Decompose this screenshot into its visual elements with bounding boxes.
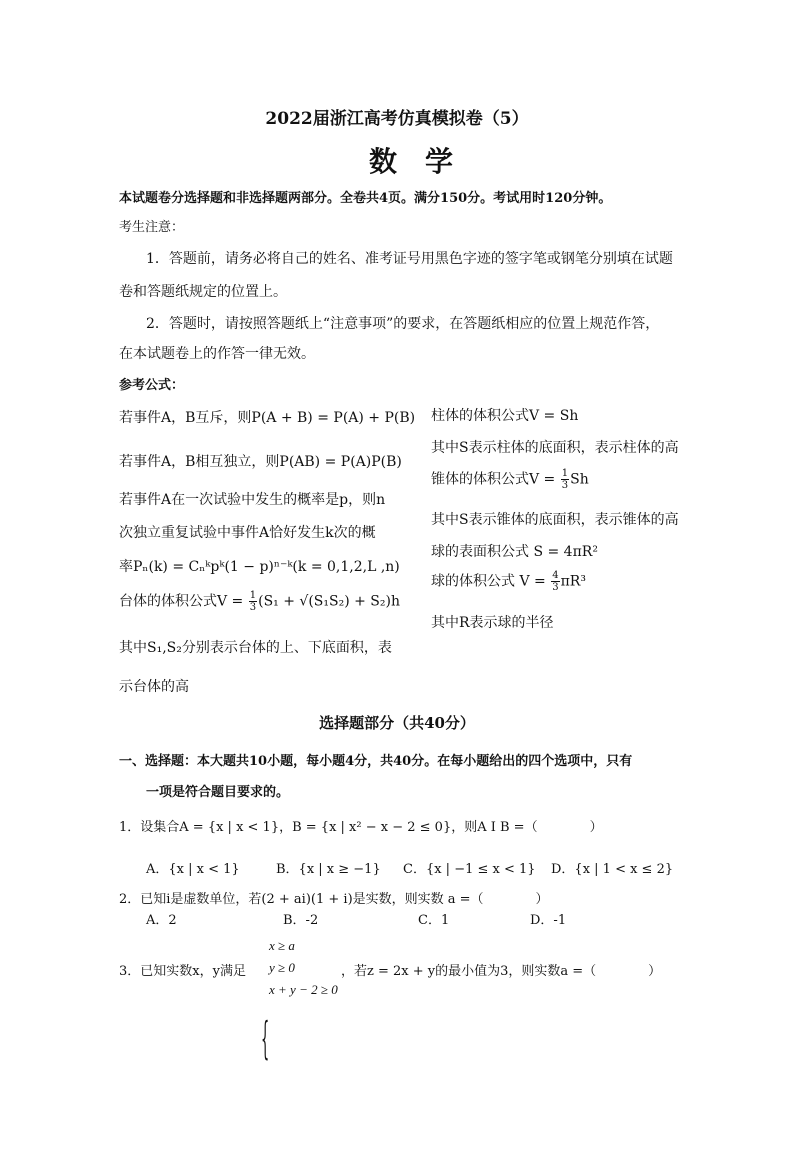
constraint-row: y ≥ 0 xyxy=(269,960,295,975)
note-1-line-b: 卷和答题纸规定的位置上。 xyxy=(119,284,287,300)
formula-cone-label: 锥体的体积公式V = xyxy=(431,471,560,488)
question-2-text: 2．已知i是虚数单位，若(2 + ai)(1 + i)是实数，则实数 a =（ xyxy=(119,892,484,907)
section-instruction-a: 一、选择题：本大题共10小题，每小题4分，共40分。在每小题给出的四个选项中，只有 xyxy=(119,754,633,769)
subject-title: 数学 xyxy=(368,145,481,178)
question-2-stem xyxy=(119,888,549,907)
constraint-row: x + y − 2 ≥ 0 xyxy=(269,982,338,997)
left-brace-icon: { xyxy=(261,1016,270,1068)
question-3-close: ） xyxy=(648,964,662,979)
section-title: 选择题部分（共40分） xyxy=(319,714,475,732)
fraction-four-thirds xyxy=(551,570,559,593)
question-1-close: ） xyxy=(589,820,603,835)
question-2-option-d: D．-1 xyxy=(530,913,567,928)
formula-sphere-label: 球的体积公式 V = xyxy=(431,573,551,590)
formula-frustum-note-b: 示台体的高 xyxy=(119,679,189,695)
fraction-numerator: 4 xyxy=(552,570,559,581)
formula-frustum-label: 台体的体积公式V = xyxy=(119,593,248,610)
section-instruction-b: 一项是符合题目要求的。 xyxy=(146,785,290,800)
formulas-title: 参考公式： xyxy=(119,378,185,393)
note-2-line-b: 在本试题卷上的作答一律无效。 xyxy=(119,346,315,362)
formula-prism-volume: 柱体的体积公式V = Sh xyxy=(431,408,579,424)
fraction-denominator: 3 xyxy=(552,582,559,593)
constraint-row: x ≥ a xyxy=(269,938,295,953)
question-3-stem-b xyxy=(341,960,661,979)
formula-cone-note: 其中S表示锥体的底面积，表示锥体的高 xyxy=(431,512,679,528)
notice-title: 考生注意： xyxy=(119,220,185,235)
question-1-option-a: A．{x | x < 1} xyxy=(146,862,240,877)
question-1-text: 1．设集合A = {x | x < 1}，B = {x | x² − x − 2 ≤ 0}，则A I B =（ xyxy=(119,820,538,835)
question-3-text: ，若z = 2x + y的最小值为3，则实数a =（ xyxy=(341,964,597,979)
fraction-numerator: 1 xyxy=(561,468,569,479)
formula-sphere-surface: 球的表面积公式 S = 4πR² xyxy=(431,544,598,560)
fraction-one-third xyxy=(561,468,569,491)
note-1-line-a: 1．答题前，请务必将自己的姓名、准考证号用黑色字迹的签字笔或钢笔分别填在试题 xyxy=(146,251,673,267)
formula-cone-volume xyxy=(431,468,589,491)
question-2-close: ） xyxy=(535,892,549,907)
question-1-option-d: D．{x | 1 < x ≤ 2} xyxy=(551,862,674,877)
question-1-option-b: B．{x | x ≥ −1} xyxy=(276,862,381,877)
formula-sphere-note: 其中R表示球的半径 xyxy=(431,615,554,631)
fraction-numerator: 1 xyxy=(249,590,257,601)
fraction-one-third xyxy=(249,590,257,613)
formula-frustum-expression: (S₁ + √(S₁S₂) + S₂)h xyxy=(258,593,400,610)
question-1-stem xyxy=(119,816,603,835)
formula-independent: 若事件A，B相互独立，则P(AB) = P(A)P(B) xyxy=(119,454,402,470)
formula-frustum-note-a: 其中S₁,S₂分别表示台体的上、下底面积，表 xyxy=(119,640,392,656)
intro-line: 本试题卷分选择题和非选择题两部分。全卷共4页。满分150分。考试用时120分钟。 xyxy=(119,191,612,206)
formula-binomial-line-3: 率Pₙ(k) = Cₙᵏpᵏ(1 − p)ⁿ⁻ᵏ(k = 0,1,2,L ,n) xyxy=(119,559,400,575)
question-1-option-c: C．{x | −1 ≤ x < 1} xyxy=(403,862,536,877)
question-2-option-b: B．-2 xyxy=(283,913,319,928)
question-3-stem-a: 3．已知实数x，y满足 xyxy=(119,964,246,979)
formula-binomial-line-2: 次独立重复试验中事件A恰好发生k次的概 xyxy=(119,525,376,541)
note-2-line-a: 2．答题时，请按照答题纸上“注意事项”的要求，在答题纸相应的位置上规范作答， xyxy=(146,316,660,332)
formula-cone-expression: Sh xyxy=(570,471,589,488)
formula-sphere-expression: πR³ xyxy=(560,573,586,590)
question-2-option-a: A．2 xyxy=(146,913,177,928)
question-2-option-c: C．1 xyxy=(418,913,450,928)
fraction-denominator: 3 xyxy=(561,480,569,491)
formula-prism-note: 其中S表示柱体的底面积，表示柱体的高 xyxy=(431,440,679,456)
formula-mutually-exclusive: 若事件A，B互斥，则P(A + B) = P(A) + P(B) xyxy=(119,410,416,426)
exam-title: 2022届浙江高考仿真模拟卷（5） xyxy=(265,109,529,129)
fraction-denominator: 3 xyxy=(249,602,257,613)
formula-sphere-volume xyxy=(431,570,586,593)
formula-binomial-line-1: 若事件A在一次试验中发生的概率是p，则n xyxy=(119,492,386,508)
formula-frustum-volume xyxy=(119,590,400,613)
